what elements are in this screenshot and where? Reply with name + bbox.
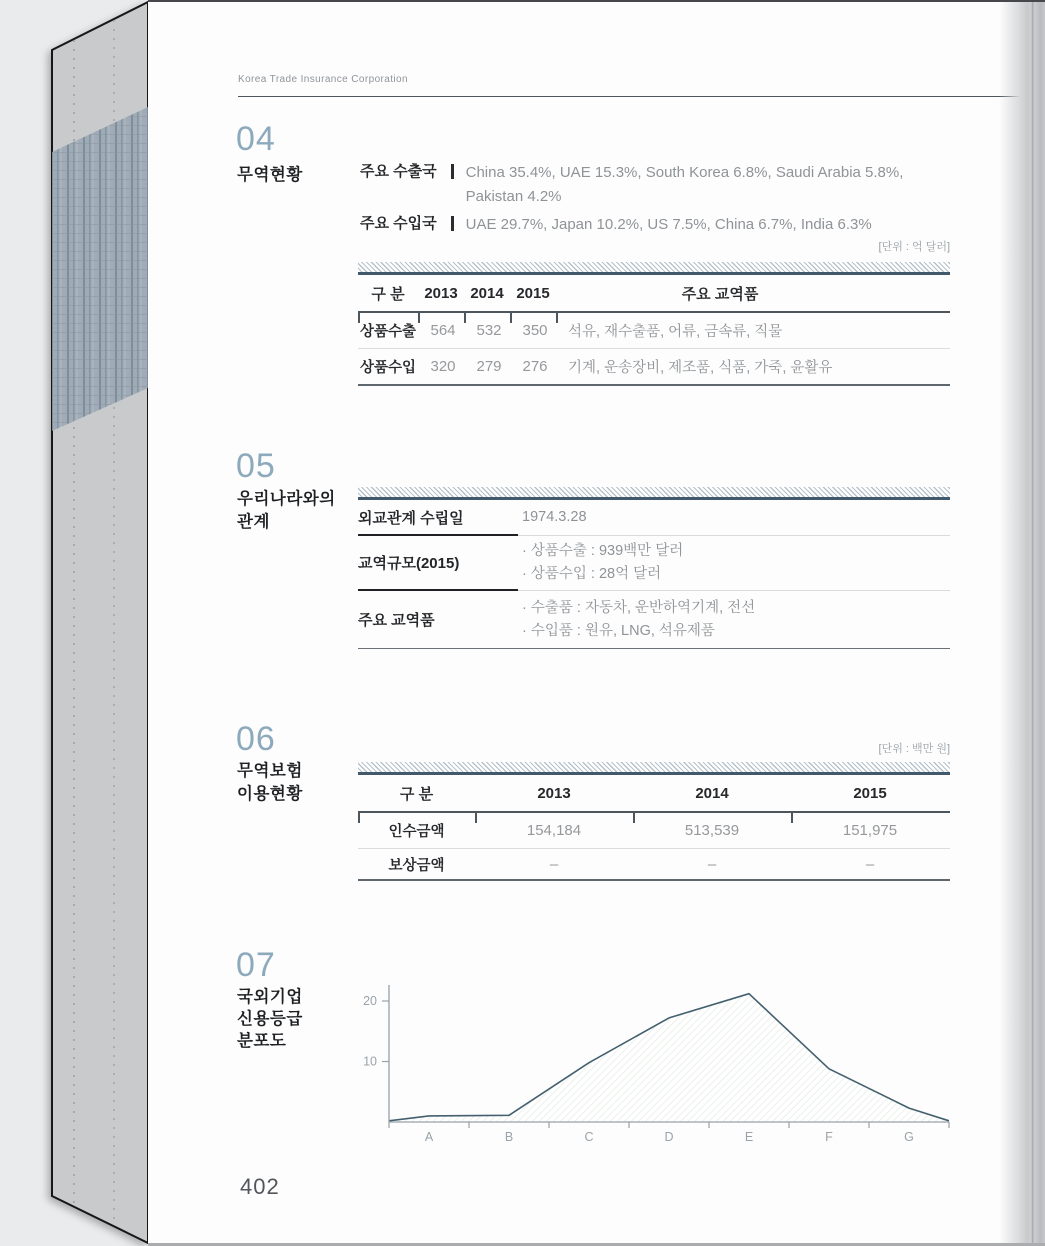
row-label: 보상금액 xyxy=(388,857,445,874)
value-line: 1974.3.28 xyxy=(522,509,587,525)
row-label: 인수금액 xyxy=(388,824,445,840)
section-05-number: 05 xyxy=(236,447,276,485)
table-rule xyxy=(358,811,950,813)
insurance-table-header xyxy=(358,775,950,811)
table-row xyxy=(358,813,950,849)
divider-bar-icon xyxy=(451,164,454,179)
y-tick-label: 10 xyxy=(363,1054,377,1069)
table-row xyxy=(358,349,950,386)
section-06-title-line2: 이용현황 xyxy=(237,785,303,803)
col-header: 2014 xyxy=(695,784,729,802)
hatched-band xyxy=(358,487,950,500)
section-05-title-line1: 우리나라와의 xyxy=(237,490,336,508)
header-rule xyxy=(238,96,1045,97)
cell-2014: 532 xyxy=(476,322,502,339)
table-rule xyxy=(358,311,950,313)
unit-note-04: [단위 : 억 달러] xyxy=(878,241,950,253)
section-05-title xyxy=(237,488,336,534)
x-tick-label: D xyxy=(664,1130,674,1144)
relations-table xyxy=(358,487,950,649)
col-header: 2015 xyxy=(853,784,887,802)
divider-bar-icon xyxy=(451,216,454,231)
export-countries-value xyxy=(466,161,904,209)
cell-2013: 564 xyxy=(430,322,456,339)
page-number: 402 xyxy=(240,1174,280,1199)
section-07-title xyxy=(237,986,303,1052)
tick xyxy=(358,813,360,823)
tick xyxy=(791,813,793,823)
value-line: · 상품수출 : 939백만 달러 xyxy=(522,543,684,559)
row-label: 외교관계 수립일 xyxy=(358,500,518,536)
x-tick-label: B xyxy=(504,1130,514,1144)
col-header: 2013 xyxy=(424,284,458,302)
x-tick-label: G xyxy=(904,1130,914,1144)
export-line2: Pakistan 4.2% xyxy=(465,188,562,205)
cell-2015: 151,975 xyxy=(842,822,898,839)
col-header: 2014 xyxy=(470,284,504,302)
section-07-title-line3: 분포도 xyxy=(237,1032,287,1050)
chart-area-fill xyxy=(389,994,949,1122)
cell-2014: – xyxy=(707,855,717,873)
cell-2013: – xyxy=(549,855,559,873)
section-05-title-line2: 관계 xyxy=(237,513,270,531)
import-countries-label: 주요 수입국 xyxy=(360,215,437,232)
book-spine xyxy=(0,0,160,1246)
relations-row xyxy=(358,536,950,591)
cell-2013: 320 xyxy=(430,358,456,375)
table-row xyxy=(358,849,950,881)
trade-table-header xyxy=(358,275,950,311)
export-line1: China 35.4%, UAE 15.3%, South Korea 6.8%, Saudi Arabia 5.8%, xyxy=(465,164,904,181)
x-tick-label: E xyxy=(744,1130,754,1144)
tick xyxy=(556,313,558,323)
credit-rating-distribution-chart xyxy=(352,983,967,1155)
row-label: 상품수출 xyxy=(360,324,417,340)
relations-row xyxy=(358,591,950,649)
x-tick-label: F xyxy=(825,1130,833,1144)
col-header: 2015 xyxy=(516,284,550,302)
hatched-band xyxy=(358,262,950,275)
hatched-band xyxy=(358,762,950,775)
section-04-title: 무역현황 xyxy=(237,166,303,184)
page-top-edge xyxy=(148,0,1045,2)
row-label: 교역규모(2015) xyxy=(358,536,518,591)
tick xyxy=(633,813,635,823)
section-04-number: 04 xyxy=(236,120,276,158)
tick xyxy=(418,313,420,323)
cell-2014: 279 xyxy=(476,358,502,375)
cell-2015: – xyxy=(865,855,875,873)
section-07-title-line1: 국외기업 xyxy=(237,988,303,1006)
section-06-title xyxy=(237,760,303,806)
export-countries-label: 주요 수출국 xyxy=(360,163,437,180)
tick xyxy=(510,313,512,323)
section-06-title-line1: 무역보험 xyxy=(237,762,303,780)
cell-2015: 350 xyxy=(522,322,548,339)
col-header: 구 분 xyxy=(399,785,434,803)
section-06-number: 06 xyxy=(236,720,276,758)
value-line: · 수출품 : 자동차, 운반하역기계, 전선 xyxy=(522,599,756,616)
row-label: 상품수입 xyxy=(360,360,417,376)
y-tick-label: 20 xyxy=(363,994,377,1008)
export-countries-row xyxy=(360,161,960,209)
tick xyxy=(464,313,466,323)
running-title: Korea Trade Insurance Corporation xyxy=(238,74,408,85)
value-line: · 수입품 : 원유, LNG, 석유제품 xyxy=(522,622,715,639)
cell-items: 기계, 운송장비, 제조품, 식품, 가죽, 윤활유 xyxy=(568,360,833,376)
col-header: 2013 xyxy=(537,784,571,802)
row-value xyxy=(518,536,950,591)
import-countries-value: UAE 29.7%, Japan 10.2%, US 7.5%, China 6.7%, India 6.3% xyxy=(465,216,872,233)
section-07-number: 07 xyxy=(236,946,276,984)
row-value xyxy=(518,500,950,536)
insurance-table xyxy=(358,762,950,881)
tick xyxy=(475,813,477,823)
relations-row xyxy=(358,500,950,536)
col-header: 구 분 xyxy=(371,285,405,303)
x-tick-label: A xyxy=(424,1130,434,1144)
x-tick-label: C xyxy=(584,1130,594,1144)
spine-printed-band xyxy=(52,107,148,431)
value-line: · 상품수입 : 28억 달러 xyxy=(522,566,662,582)
table-row xyxy=(358,313,950,349)
cell-2015: 276 xyxy=(522,358,548,375)
unit-note-06: [단위 : 백만 원] xyxy=(878,743,950,755)
page-right-edge xyxy=(999,2,1045,1243)
col-header: 주요 교역품 xyxy=(681,285,759,303)
cell-items: 석유, 재수출품, 어류, 금속류, 직물 xyxy=(568,324,783,340)
import-countries-row xyxy=(360,213,960,237)
row-value xyxy=(518,591,950,649)
trade-table xyxy=(358,262,950,386)
cell-2013: 154,184 xyxy=(526,822,582,839)
section-07-title-line2: 신용등급 xyxy=(237,1010,303,1028)
tick xyxy=(358,313,360,323)
row-label: 주요 교역품 xyxy=(358,591,518,649)
cell-2014: 513,539 xyxy=(684,822,740,839)
